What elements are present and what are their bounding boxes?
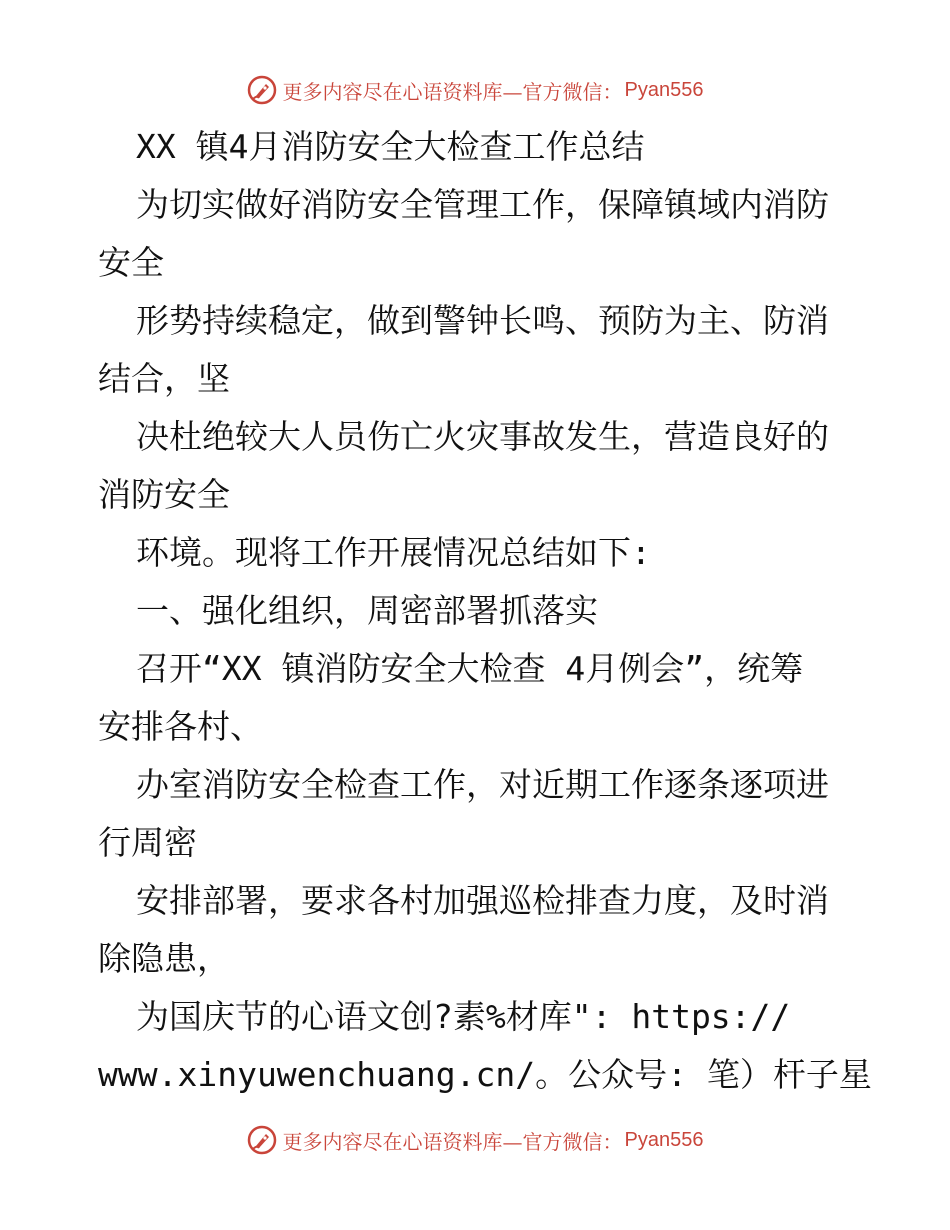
paragraph-line: 环境。现将工作开展情况总结如下: [136, 533, 651, 572]
document-body [98, 118, 872, 1104]
paragraph-line: 消防安全 [98, 475, 230, 514]
pen-nib-logo-icon [247, 75, 277, 105]
paragraph-line: 办室消防安全检查工作，对近期工作逐条逐项进 [136, 765, 829, 804]
header-banner-text: 更多内容尽在心语资料库—官方微信： [282, 79, 623, 104]
paragraph-line: 为国庆节的心语文创?素%材库": https:// [136, 997, 791, 1036]
paragraph-line: 除隐患， [98, 939, 230, 978]
paragraph-line: 决杜绝较大人员伤亡火灾事故发生，营造良好的 [136, 417, 829, 456]
header-watermark-banner [0, 70, 950, 110]
footer-watermark-banner [0, 1120, 950, 1160]
header-wechat-id: Pyan556 [624, 78, 704, 101]
paragraph-line: 安全 [98, 243, 164, 282]
section-heading: 一、强化组织，周密部署抓落实 [136, 591, 598, 630]
footer-wechat-id: Pyan556 [624, 1128, 704, 1151]
paragraph-line: 为切实做好消防安全管理工作，保障镇域内消防 [136, 185, 829, 224]
paragraph-line: 结合，坚 [98, 359, 230, 398]
paragraph-line: www.xinyuwenchuang.cn/。公众号: 笔）杆子星 [98, 1055, 872, 1094]
paragraph-line: 行周密 [98, 823, 197, 862]
footer-banner-text: 更多内容尽在心语资料库—官方微信： [282, 1129, 623, 1154]
pen-nib-logo-icon [247, 1125, 277, 1155]
paragraph-line: 安排各村、 [98, 707, 263, 746]
paragraph-line: 安排部署，要求各村加强巡检排查力度，及时消 [136, 881, 829, 920]
paragraph-line: 召开“XX 镇消防安全大检查 4月例会”，统筹 [136, 649, 804, 688]
paragraph-line: 形势持续稳定，做到警钟长鸣、预防为主、防消 [136, 301, 829, 340]
document-title: XX 镇4月消防安全大检查工作总结 [136, 127, 645, 166]
